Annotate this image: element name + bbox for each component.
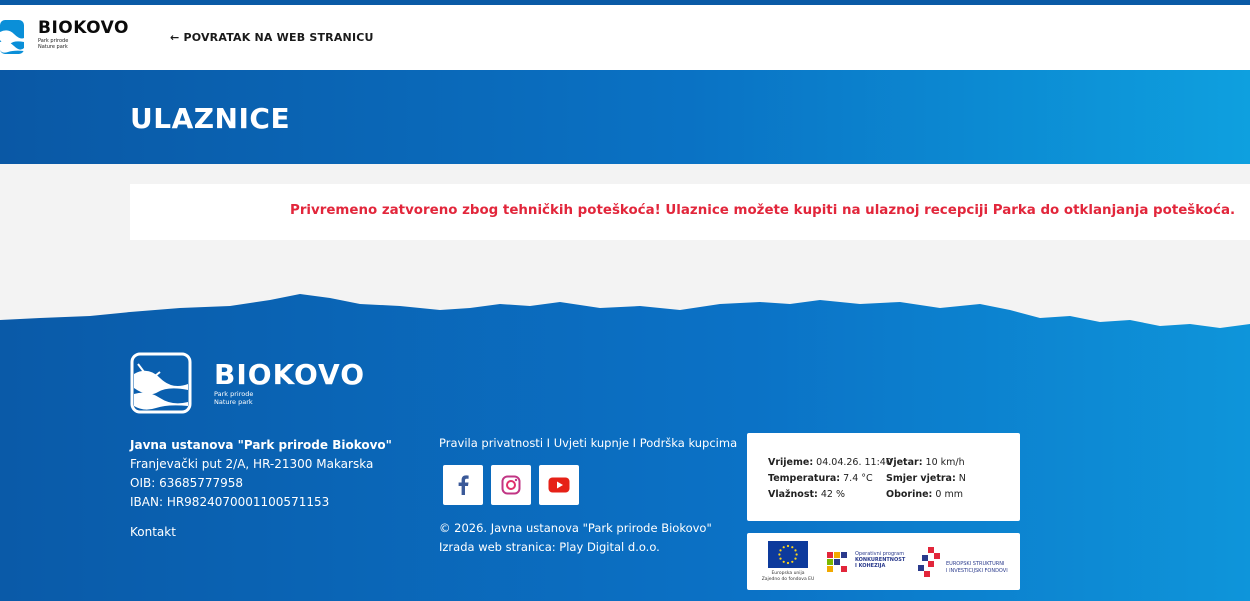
weather-wind-value: 10 km/h xyxy=(925,457,965,468)
footer-logo-subtitle-en: Nature park xyxy=(214,398,253,406)
organization-name: Javna ustanova "Park prirode Biokovo" xyxy=(130,438,392,452)
header-logo-title: BIOKOVO xyxy=(38,18,129,38)
esf-line1: EUROPSKI STRUKTURNI xyxy=(946,561,1005,567)
closure-notice-text: Privremeno zatvoreno zbog tehničkih poteškoća! Ulaznice možete kupiti na ulaznoj recepciji Parka do otklanjanja poteškoća. xyxy=(290,203,1236,218)
facebook-icon xyxy=(457,475,469,495)
weather-time-label: Vrijeme: xyxy=(768,457,814,468)
youtube-icon xyxy=(548,477,570,493)
op-line3: I KOHEZIJA xyxy=(855,563,886,569)
footer-logo-subtitle: Park prirode xyxy=(214,390,254,398)
youtube-button[interactable] xyxy=(539,465,579,505)
footer-policy-links[interactable]: Pravila privatnosti I Uvjeti kupnje I Podrška kupcima xyxy=(439,436,738,450)
eu-funding-banner xyxy=(747,533,1020,590)
instagram-icon xyxy=(501,475,521,495)
weather-wind-label: Vjetar: xyxy=(886,457,923,468)
weather-rain-value: 0 mm xyxy=(935,489,963,500)
biokovo-footer-logo-icon xyxy=(130,352,192,414)
weather-direction-value: N xyxy=(958,473,966,484)
organization-oib: OIB: 63685777958 xyxy=(130,476,244,490)
credits-link[interactable]: Izrada web stranica: Play Digital d.o.o. xyxy=(439,540,660,554)
eu-flag-icon xyxy=(768,541,808,568)
biokovo-logo-icon xyxy=(0,18,26,56)
header-logo-subtitle: Park prirode xyxy=(38,38,69,44)
weather-temp-value: 7.4 °C xyxy=(843,473,873,484)
copyright-text: © 2026. Javna ustanova "Park prirode Biokovo" xyxy=(439,521,712,535)
eu-caption xyxy=(757,571,819,582)
weather-direction-label: Smjer vjetra: xyxy=(886,473,956,484)
operational-programme-icon xyxy=(827,552,847,572)
footer-logo[interactable] xyxy=(130,352,365,414)
site-header xyxy=(0,5,1250,70)
header-logo-subtitle-en: Nature park xyxy=(38,44,68,50)
op-line1: Operativni program xyxy=(855,551,905,557)
weather-rain-label: Oborine: xyxy=(886,489,933,500)
weather-humidity-label: Vlažnost: xyxy=(768,489,818,500)
social-links xyxy=(443,465,579,505)
page-hero xyxy=(0,70,1250,164)
weather-humidity-value: 42 % xyxy=(820,489,846,500)
weather-temp-label: Temperatura: xyxy=(768,473,841,484)
esf-line2: I INVESTICIJSKI FONDOVI xyxy=(946,567,1008,574)
esi-funds-icon xyxy=(918,547,944,577)
organization-info xyxy=(130,436,392,512)
header-logo[interactable] xyxy=(0,18,129,56)
esi-funds-text xyxy=(946,561,1008,574)
weather-widget xyxy=(747,433,1020,521)
facebook-button[interactable] xyxy=(443,465,483,505)
closure-notice xyxy=(130,184,1250,240)
organization-address: Franjevački put 2/A, HR-21300 Makarska xyxy=(130,457,374,471)
eu-caption-line1: Europska unija xyxy=(771,571,805,576)
contact-link[interactable]: Kontakt xyxy=(130,525,176,539)
page-title: ULAZNICE xyxy=(130,102,291,135)
back-to-website-link[interactable]: ← POVRATAK NA WEB STRANICU xyxy=(170,31,374,44)
footer-copyright xyxy=(439,519,712,557)
operational-programme-text xyxy=(855,551,905,569)
eu-caption-line2: Zajedno do fondova EU xyxy=(761,576,815,582)
weather-time-value: 04.04.26. 11:40 xyxy=(816,457,892,468)
op-line2: KONKURENTNOST xyxy=(855,557,906,563)
instagram-button[interactable] xyxy=(491,465,531,505)
organization-iban: IBAN: HR9824070001100571153 xyxy=(130,495,330,509)
footer-logo-title: BIOKOVO xyxy=(214,358,366,391)
